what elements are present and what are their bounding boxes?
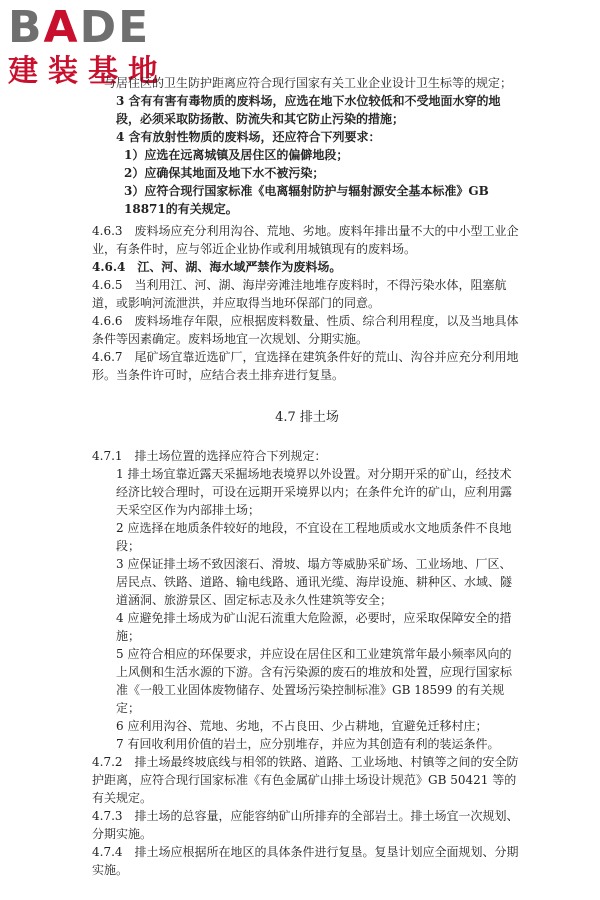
list-item: 2 应选择在地质条件较好的地段，不宜设在工程地质或水文地质条件不良地段； bbox=[116, 521, 512, 553]
list-item: 3 应保证排土场不致因滚石、滑坡、塌方等威胁采矿场、工业场地、厂区、居民点、铁路、道路、输电线路、通讯光缆、海岸设施、耕种区、水域、隧道涵洞、旅游景区、固定标志及永久性建筑等安全； bbox=[116, 557, 513, 607]
subclause-1: 1）应选在远离城镇及居住区的偏僻地段； bbox=[124, 148, 349, 162]
subclause-2: 2）应确保其地面及地下水不被污染； bbox=[124, 166, 325, 180]
clause-4-6-5: 4.6.5 当利用江、河、湖、海岸旁滩洼地堆存废料时，不得污染水体，阻塞航道，或影响河流泄洪，并应取得当地环保部门的同意。 bbox=[92, 278, 507, 310]
watermark-logo-subtext: 建装基地 bbox=[8, 54, 168, 89]
subclause-3: 3）应符合现行国家标准《电离辐射防护与辐射源安全基本标准》GB 18871的有关规定。 bbox=[124, 184, 489, 216]
paragraph-clause-4: 4 含有放射性物质的废料场，还应符合下列要求： bbox=[116, 130, 381, 144]
list-item: 1 排土场宜靠近露天采掘场地表境界以外设置。对分期开采的矿山，经技术经济比较合理时，可设在远期开采境界以内；在条件允许的矿山，应利用露天采空区作为内部排土场； bbox=[116, 467, 513, 517]
paragraph-clause-3: 3 含有有害有毒物质的废料场，应选在地下水位较低和不受地面水穿的地段，必须采取防扬散、防流失和其它防止污染的措施； bbox=[116, 94, 501, 126]
list-item: 5 应符合相应的环保要求，并应设在居住区和工业建筑常年最小频率风向的上风侧和生活水源的下游。含有污染源的废石的堆放和处置，应现行国家标准《一般工业固体废物储存、处置场污染控制标准》GB 18599 的有关规定； bbox=[116, 647, 513, 715]
clause-4-6-6: 4.6.6 废料场堆存年限，应根据废料数量、性质、综合利用程度，以及当地具体条件等因素确定。废料场地宜一次规划、分期实施。 bbox=[92, 314, 519, 346]
list-item: 6 应利用沟谷、荒地、劣地，不占良田、少占耕地，宜避免迁移村庄； bbox=[116, 719, 488, 733]
clause-4-7-4: 4.7.4 排土场应根据所在地区的具体条件进行复垦。复垦计划应全面规划、分期实施。 bbox=[92, 845, 519, 877]
document-page bbox=[92, 74, 522, 879]
clause-4-6-4: 4.6.4 江、河、湖、海水域严禁作为废料场。 bbox=[92, 260, 342, 274]
clause-4-6-3: 4.6.3 废料场应充分利用沟谷、荒地、劣地。废料年排出量不大的中小型工业企业，有条件时，应与邻近企业协作或利用城镇现有的废料场。 bbox=[92, 224, 519, 256]
clause-4-6-7: 4.6.7 尾矿场宜靠近选矿厂，宜选择在建筑条件好的荒山、沟谷并应充分利用地形。当条件许可时，应结合表土排弃进行复垦。 bbox=[92, 350, 519, 382]
section-title: 4.7 排土场 bbox=[275, 410, 339, 425]
list-item: 7 有回收利用价值的岩土，应分别堆存，并应为其创造有利的装运条件。 bbox=[116, 737, 500, 751]
list-item: 4 应避免排土场成为矿山泥石流重大危险源，必要时，应采取保障安全的措施； bbox=[116, 611, 512, 643]
clause-4-7-1: 4.7.1 排土场位置的选择应符合下列规定： bbox=[92, 449, 327, 463]
paragraph: 与居住区的卫生防护距离应符合现行国家有关工业企业设计卫生标等的规定； bbox=[104, 76, 513, 90]
clause-4-7-2: 4.7.2 排土场最终坡底线与相邻的铁路、道路、工业场地、村镇等之间的安全防护距离，应符合现行国家标准《有色金属矿山排土场设计规范》GB 50421 等的有关规定。 bbox=[92, 755, 519, 805]
clause-4-7-3: 4.7.3 排土场的总容量，应能容纳矿山所排弃的全部岩土。排土场宜一次规划、分期实施。 bbox=[92, 809, 519, 841]
watermark-logo-text: BADE bbox=[8, 2, 151, 53]
